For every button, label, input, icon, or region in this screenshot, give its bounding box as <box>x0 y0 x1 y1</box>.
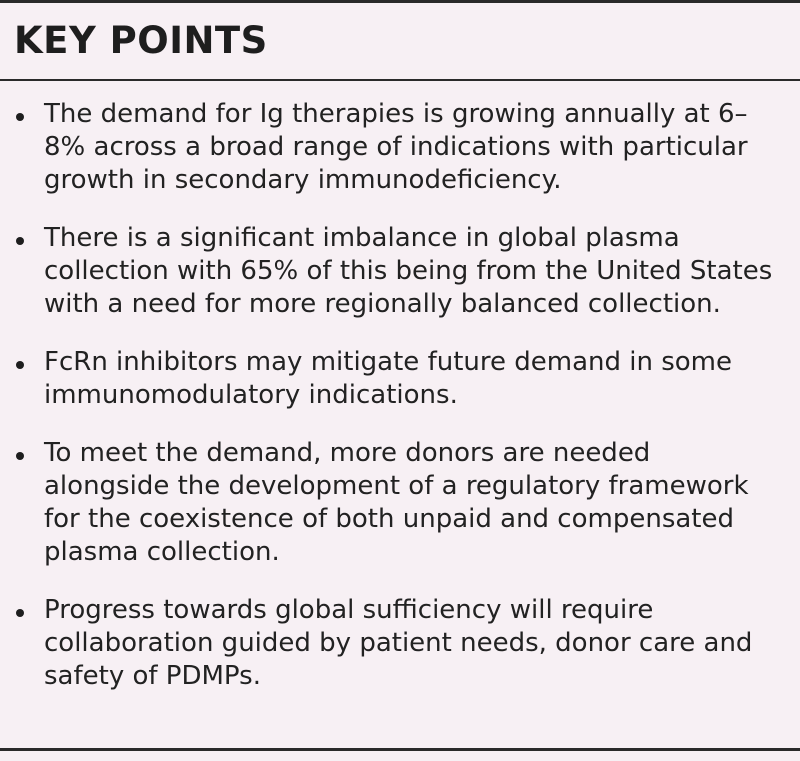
key-point-line: immunomodulatory indications. <box>44 380 458 410</box>
key-point-line: 8% across a broad range of indications with particular <box>44 132 748 162</box>
bullet-icon <box>16 113 24 121</box>
key-point-line: To meet the demand, more donors are needed <box>44 438 651 468</box>
key-point-line: collaboration guided by patient needs, donor care and <box>44 628 753 658</box>
key-point-line: for the coexistence of both unpaid and compensated <box>44 504 734 534</box>
key-point-line: The demand for Ig therapies is growing annually at 6– <box>44 99 748 129</box>
key-point-line: Progress towards global sufficiency will require <box>44 595 654 625</box>
key-point-item <box>0 98 800 197</box>
key-point-item <box>0 346 800 412</box>
key-point-item <box>0 594 800 693</box>
key-points-title: KEY POINTS <box>14 19 268 62</box>
bullet-icon <box>16 361 24 369</box>
key-point-line: safety of PDMPs. <box>44 661 261 691</box>
bullet-icon <box>16 609 24 617</box>
bullet-icon <box>16 237 24 245</box>
bullet-icon <box>16 452 24 460</box>
key-point-item <box>0 437 800 569</box>
key-point-line: There is a significant imbalance in global plasma <box>44 223 680 253</box>
key-point-line: FcRn inhibitors may mitigate future demand in some <box>44 347 732 377</box>
key-point-line: collection with 65% of this being from the United States <box>44 256 773 286</box>
bottom-rule <box>0 748 800 751</box>
key-point-line: growth in secondary immunodeficiency. <box>44 165 562 195</box>
key-points-list <box>0 98 800 718</box>
key-point-line: alongside the development of a regulatory framework <box>44 471 749 501</box>
top-rule <box>0 0 800 3</box>
title-divider <box>0 79 800 81</box>
key-point-item <box>0 222 800 321</box>
key-point-line: plasma collection. <box>44 537 280 567</box>
key-point-line: with a need for more regionally balanced collection. <box>44 289 721 319</box>
